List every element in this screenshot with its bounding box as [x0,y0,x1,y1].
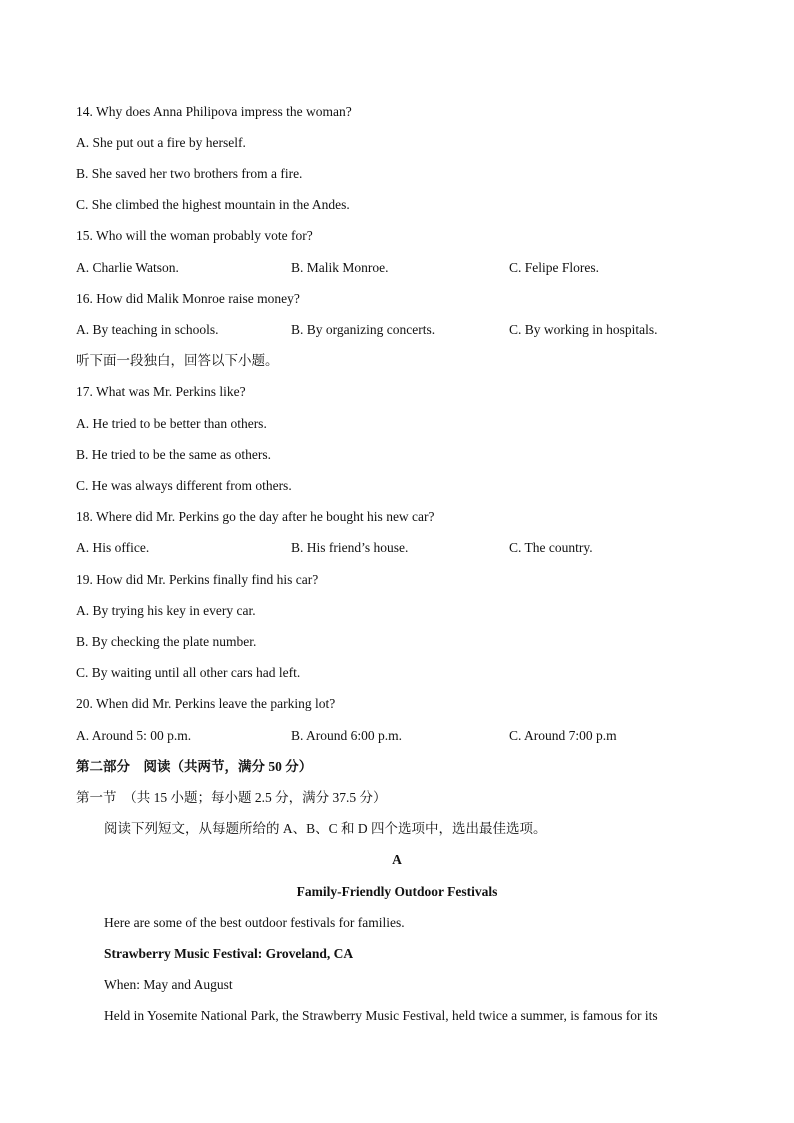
passage-intro: Here are some of the best outdoor festivals for families. [104,915,405,930]
option-17b: B. He tried to be the same as others. [76,447,271,462]
option-19b: B. By checking the plate number. [76,634,257,649]
question-17: 17. What was Mr. Perkins like? [76,384,246,399]
option-17c: C. He was always different from others. [76,478,292,493]
option-16b: B. By organizing concerts. [291,322,436,337]
option-19a: A. By trying his key in every car. [76,603,256,618]
question-18: 18. Where did Mr. Perkins go the day after he bought his new car? [76,509,435,524]
option-18a: A. His office. [76,540,150,555]
festival-when: When: May and August [104,977,233,992]
option-14b: B. She saved her two brothers from a fire. [76,166,303,181]
option-20c: C. Around 7:00 p.m [509,728,617,743]
option-14a: A. She put out a fire by herself. [76,135,246,150]
option-16a: A. By teaching in schools. [76,322,219,337]
option-20a: A. Around 5: 00 p.m. [76,728,192,743]
section-one-heading: 第一节 （共 15 小题；每小题 2.5 分，满分 37.5 分） [76,790,387,805]
passage-title: Family-Friendly Outdoor Festivals [296,884,498,899]
question-19: 19. How did Mr. Perkins finally find his car? [76,572,319,587]
option-19c: C. By waiting until all other cars had left. [76,665,301,680]
option-18c: C. The country. [509,540,593,555]
festival-heading: Strawberry Music Festival: Groveland, CA [104,946,354,961]
option-15b: B. Malik Monroe. [291,260,389,275]
part-two-heading: 第二部分 阅读（共两节，满分 50 分） [76,759,313,774]
question-20: 20. When did Mr. Perkins leave the parking lot? [76,696,336,711]
question-14: 14. Why does Anna Philipova impress the woman? [76,104,352,119]
question-15: 15. Who will the woman probably vote for? [76,228,313,243]
option-16c: C. By working in hospitals. [509,322,658,337]
question-16: 16. How did Malik Monroe raise money? [76,291,300,306]
monologue-instruction: 听下面一段独白，回答以下小题。 [76,353,279,368]
option-18b: B. His friend’s house. [291,540,409,555]
option-20b: B. Around 6:00 p.m. [291,728,403,743]
festival-description: Held in Yosemite National Park, the Strawberry Music Festival, held twice a summer, is famous for its [104,1008,658,1023]
option-17a: A. He tried to be better than others. [76,416,267,431]
option-14c: C. She climbed the highest mountain in the Andes. [76,197,350,212]
option-15c: C. Felipe Flores. [509,260,599,275]
reading-instruction: 阅读下列短文，从每题所给的 A、B、C 和 D 四个选项中，选出最佳选项。 [104,821,547,836]
passage-label: A [392,852,402,867]
option-15a: A. Charlie Watson. [76,260,179,275]
